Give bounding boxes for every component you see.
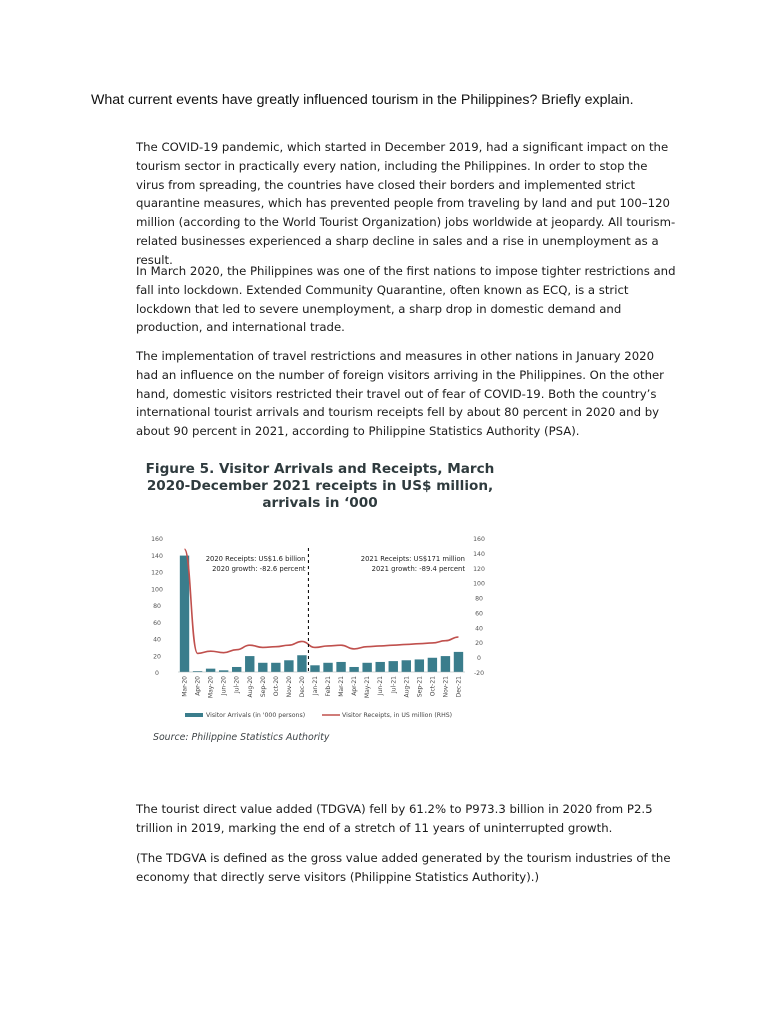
right-axis-tick-label: 100 xyxy=(473,580,485,588)
left-axis-tick-label: 160 xyxy=(151,536,163,543)
arrival-bar xyxy=(258,663,267,672)
figure-visitor-arrivals xyxy=(145,455,495,750)
right-axis-tick-label: 160 xyxy=(473,536,485,543)
arrival-bar xyxy=(415,659,424,672)
arrival-bar xyxy=(245,656,254,672)
figure-title-line-3: arrivals in ‘000 xyxy=(262,495,378,511)
arrival-bar xyxy=(180,556,189,672)
figure-title-line-1: Figure 5. Visitor Arrivals and Receipts, March xyxy=(145,461,495,477)
left-axis-tick-label: 80 xyxy=(153,603,161,610)
x-axis-tick-label: Feb-21 xyxy=(325,676,333,697)
right-axis-tick-label: 20 xyxy=(475,640,483,648)
annotation-2020-receipts: 2020 Receipts: US$1.6 billion xyxy=(205,555,306,563)
arrival-bar xyxy=(297,655,306,672)
arrival-bar xyxy=(206,669,215,672)
figure-title-line-2: 2020-December 2021 receipts in US$ million, xyxy=(146,478,494,494)
arrival-bar xyxy=(310,665,319,672)
x-axis-tick-label: Sep-21 xyxy=(416,676,424,698)
arrival-bar xyxy=(271,663,280,672)
annotation-2021-receipts: 2021 Receipts: US$171 million xyxy=(360,555,465,563)
arrival-bar xyxy=(349,667,358,672)
x-axis-tick-label: Oct-20 xyxy=(272,676,280,697)
arrival-bar xyxy=(428,658,437,672)
x-axis-tick-label: Mar-20 xyxy=(181,676,189,697)
legend-arrivals-label: Visitor Arrivals (in '000 persons) xyxy=(206,712,306,719)
right-axis-tick-label: 140 xyxy=(473,550,485,558)
left-axis-tick-label: 20 xyxy=(153,653,161,661)
x-axis-tick-label: Dec-20 xyxy=(298,676,306,698)
left-axis-tick-label: 100 xyxy=(151,586,163,594)
left-axis-tick-label: 40 xyxy=(153,636,161,644)
paragraph-tdgva: The tourist direct value added (TDGVA) fell by 61.2% to P973.3 billion in 2020 from P2.5 trillion in 2019, marking the end of a stretch of 11 years of uninterrupted growth. xyxy=(136,802,653,835)
x-axis-tick-label: Apr-21 xyxy=(351,676,359,696)
paragraph-lockdown: In March 2020, the Philippines was one of the first nations to impose tighter restrictions and fall into lockdown. Extended Community Quarantine, often known as ECQ, is a strict lockdown that led to severe unemployment, a sharp drop in domestic demand and production, and international trade. xyxy=(136,264,676,335)
figure-title xyxy=(145,461,495,512)
x-axis-tick-label: May-21 xyxy=(364,676,372,699)
arrival-bar xyxy=(376,662,385,672)
x-axis-tick-label: Aug-21 xyxy=(403,676,411,698)
arrival-bar xyxy=(402,660,411,672)
arrival-bar xyxy=(362,663,371,672)
legend-receipts-label: Visitor Receipts, in US million (RHS) xyxy=(342,712,453,719)
arrival-bar xyxy=(454,652,463,672)
question-heading: What current events have greatly influenced tourism in the Philippines? Briefly explain. xyxy=(91,92,634,108)
paragraph-travel-restrictions: The implementation of travel restrictions and measures in other nations in January 2020 had an influence on the number of foreign visitors arriving in the Philippines. On the other hand, domestic visitors restricted their travel out of fear of COVID-19. Both the country’s international tourist arrivals and tourism receipts fell by about 80 percent in 2020 and by about 90 percent in 2021, according to Philippine Statistics Authority (PSA). xyxy=(136,349,664,439)
x-axis-tick-label: Apr-20 xyxy=(194,676,202,696)
x-axis-tick-label: Jun-20 xyxy=(220,676,228,696)
right-axis-tick-label: 120 xyxy=(473,565,485,573)
x-axis-tick-label: Mar-21 xyxy=(338,676,346,697)
arrival-bar xyxy=(336,662,345,672)
annotation-2021-growth: 2021 growth: -89.4 percent xyxy=(371,565,465,573)
chart-svg xyxy=(145,530,495,725)
x-axis-tick-label: Jan-21 xyxy=(311,676,319,696)
left-axis-tick-label: 140 xyxy=(151,552,163,560)
legend-arrivals-swatch xyxy=(185,713,203,717)
arrival-bar xyxy=(441,656,450,672)
x-axis-tick-label: Aug-20 xyxy=(246,676,254,698)
right-axis-tick-label: 0 xyxy=(477,655,481,663)
x-axis-tick-label: Nov-21 xyxy=(442,676,450,698)
left-axis-tick-label: 120 xyxy=(151,569,163,577)
arrival-bar xyxy=(284,660,293,672)
right-axis-tick-label: -20 xyxy=(473,670,485,677)
x-axis-tick-label: Jul-20 xyxy=(233,676,241,694)
x-axis-tick-label: Nov-20 xyxy=(285,676,293,698)
x-axis-tick-label: Jul-21 xyxy=(390,676,398,694)
paragraph-tdgva-definition: (The TDGVA is defined as the gross value added generated by the tourism industries of the economy that directly serve visitors (Philippine Statistics Authority).) xyxy=(136,851,671,884)
left-axis-tick-label: 0 xyxy=(155,670,159,677)
annotation-2020-growth: 2020 growth: -82.6 percent xyxy=(212,565,306,573)
right-axis-tick-label: 60 xyxy=(475,610,483,618)
right-axis-tick-label: 80 xyxy=(475,595,483,603)
arrival-bar xyxy=(323,663,332,672)
x-axis-tick-label: Jun-21 xyxy=(377,676,385,696)
left-axis-tick-label: 60 xyxy=(153,619,161,627)
x-axis-tick-label: Dec-21 xyxy=(455,676,463,698)
paragraph-covid-impact: The COVID-19 pandemic, which started in December 2019, had a significant impact on the tourism sector in practically every nation, including the Philippines. In order to stop the virus from spreading, the countries have closed their borders and implemented strict quarantine measures, which has prevented people from traveling by land and put 100–120 million (according to the World Tourist Organization) jobs worldwide at jeopardy. All tourism-related businesses experienced a sharp decline in sales and a rise in unemployment as a result. xyxy=(136,140,676,267)
arrival-bar xyxy=(232,667,241,672)
figure-source: Source: Philippine Statistics Authority xyxy=(153,732,330,743)
x-axis-tick-label: Sep-20 xyxy=(259,676,267,698)
right-axis-tick-label: 40 xyxy=(475,625,483,633)
arrival-bar xyxy=(389,661,398,672)
x-axis-tick-label: Oct-21 xyxy=(429,676,437,697)
x-axis-tick-label: May-20 xyxy=(207,676,215,699)
